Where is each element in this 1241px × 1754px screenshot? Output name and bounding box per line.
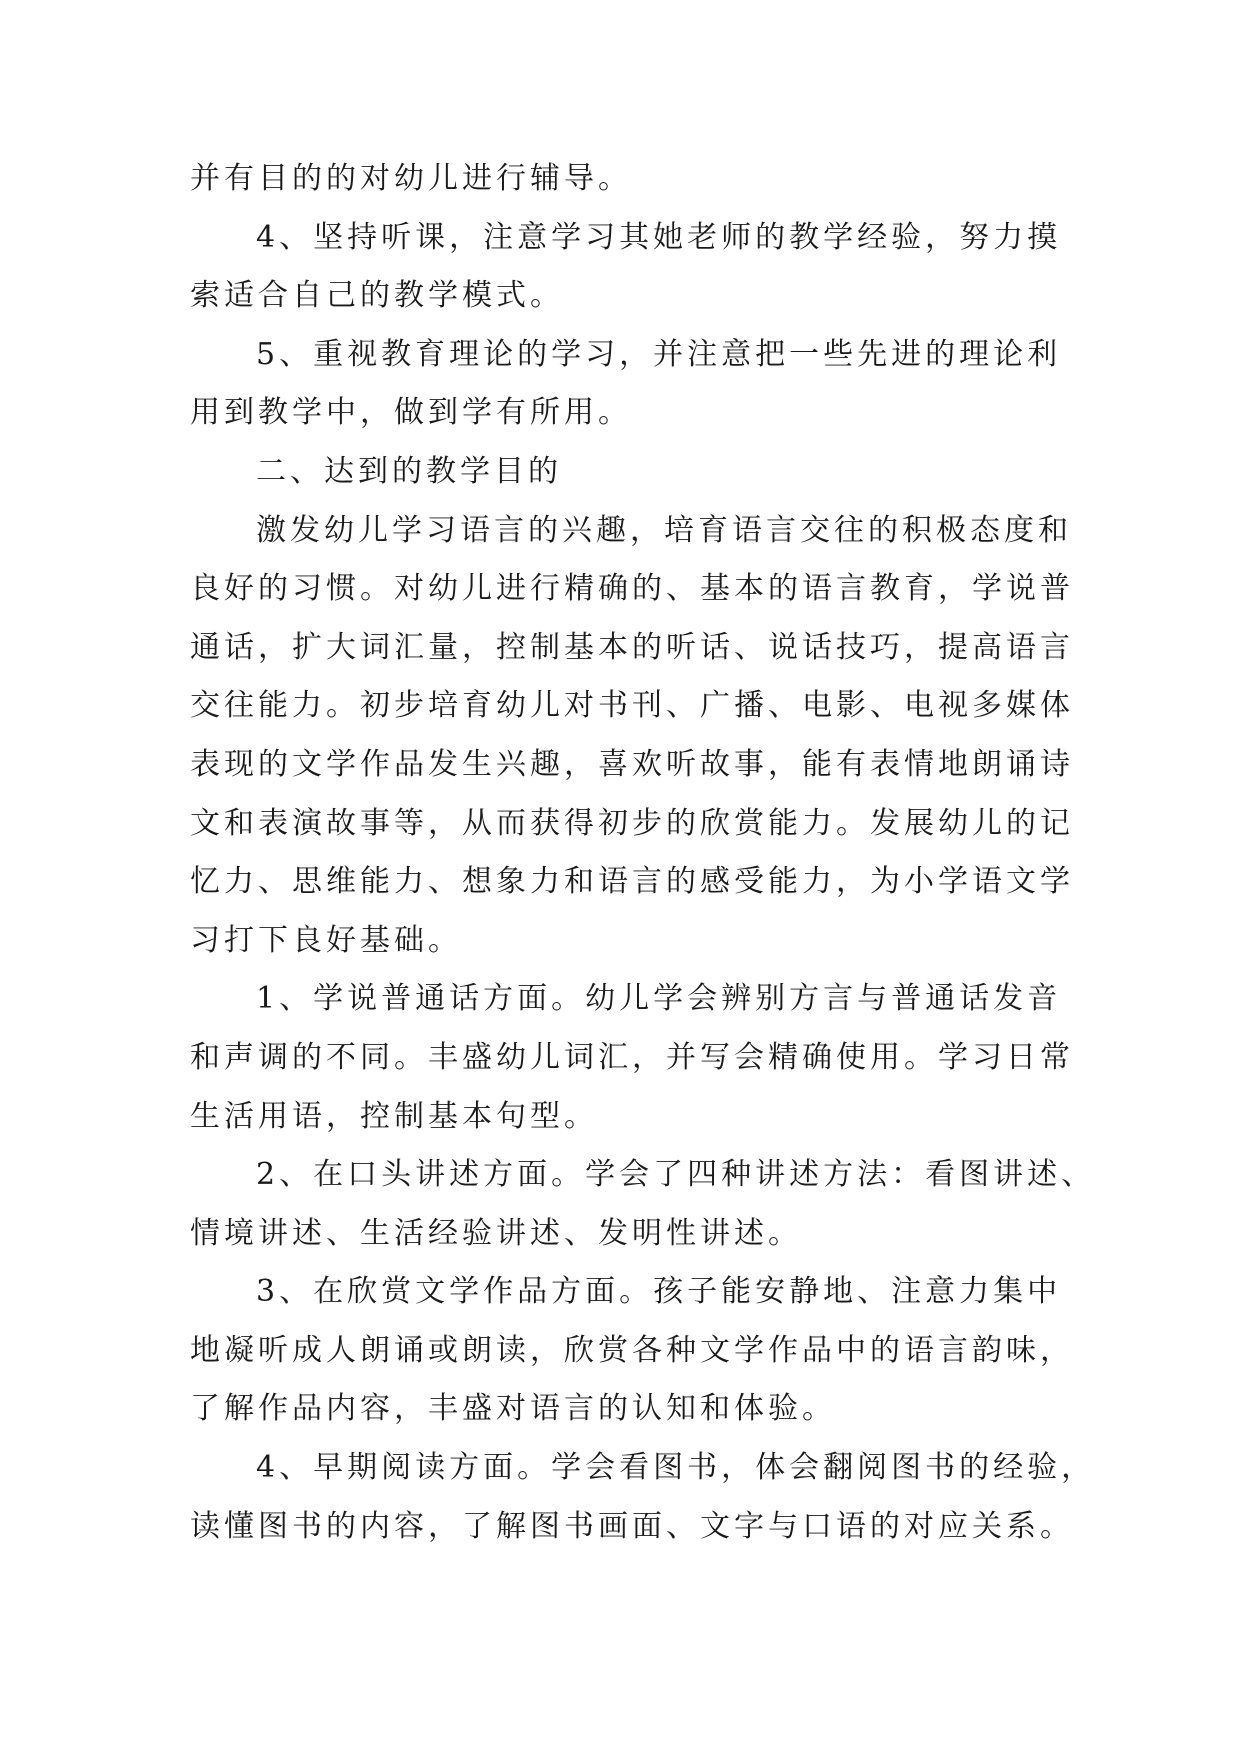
text-line: 地凝听成人朗诵或朗读，欣赏各种文学作品中的语言韵味，	[190, 1332, 1074, 1368]
text-line: 用到教学中，做到学有所用。	[190, 395, 632, 431]
text-line: 5、重视教育理论的学习，并注意把一些先进的理论利	[256, 336, 1062, 372]
document-page	[190, 150, 1096, 1556]
text-line: 读懂图书的内容，了解图书画面、文字与口语的对应关系。	[190, 1508, 1074, 1544]
text-line: 4、坚持听课，注意学习其她老师的教学经验，努力摸	[256, 219, 1062, 255]
text-line: 4、早期阅读方面。学会看图书，体会翻阅图书的经验，	[256, 1450, 1096, 1486]
text-line: 良好的习惯。对幼儿进行精确的、基本的语言教育，学说普	[190, 571, 1074, 607]
text-line: 交往能力。初步培育幼儿对书刊、广播、电影、电视多媒体	[190, 688, 1074, 724]
section-heading: 二、达到的教学目的	[256, 453, 562, 489]
text-line: 文和表演故事等，从而获得初步的欣赏能力。发展幼儿的记	[190, 805, 1074, 841]
text-line: 习打下良好基础。	[190, 922, 462, 958]
text-line: 激发幼儿学习语言的兴趣，培育语言交往的积极态度和	[256, 512, 1072, 548]
text-line: 1、学说普通话方面。幼儿学会辨别方言与普通话发音	[256, 981, 1062, 1017]
text-line: 并有目的的对幼儿进行辅导。	[190, 161, 632, 196]
text-line: 3、在欣赏文学作品方面。孩子能安静地、注意力集中	[256, 1274, 1062, 1310]
text-line: 2、在口头讲述方面。学会了四种讲述方法：看图讲述、	[256, 1157, 1096, 1193]
text-line: 索适合自己的教学模式。	[190, 278, 564, 314]
text-line: 忆力、思维能力、想象力和语言的感受能力，为小学语文学	[190, 864, 1074, 900]
text-line: 通话，扩大词汇量，控制基本的听话、说话技巧，提高语言	[190, 629, 1074, 665]
text-line: 表现的文学作品发生兴趣，喜欢听故事，能有表情地朗诵诗	[190, 746, 1074, 782]
text-line: 和声调的不同。丰盛幼儿词汇，并写会精确使用。学习日常	[190, 1039, 1074, 1075]
text-line: 情境讲述、生活经验讲述、发明性讲述。	[190, 1215, 802, 1251]
text-line: 生活用语，控制基本句型。	[190, 1098, 598, 1134]
text-line: 了解作品内容，丰盛对语言的认知和体验。	[190, 1391, 836, 1427]
